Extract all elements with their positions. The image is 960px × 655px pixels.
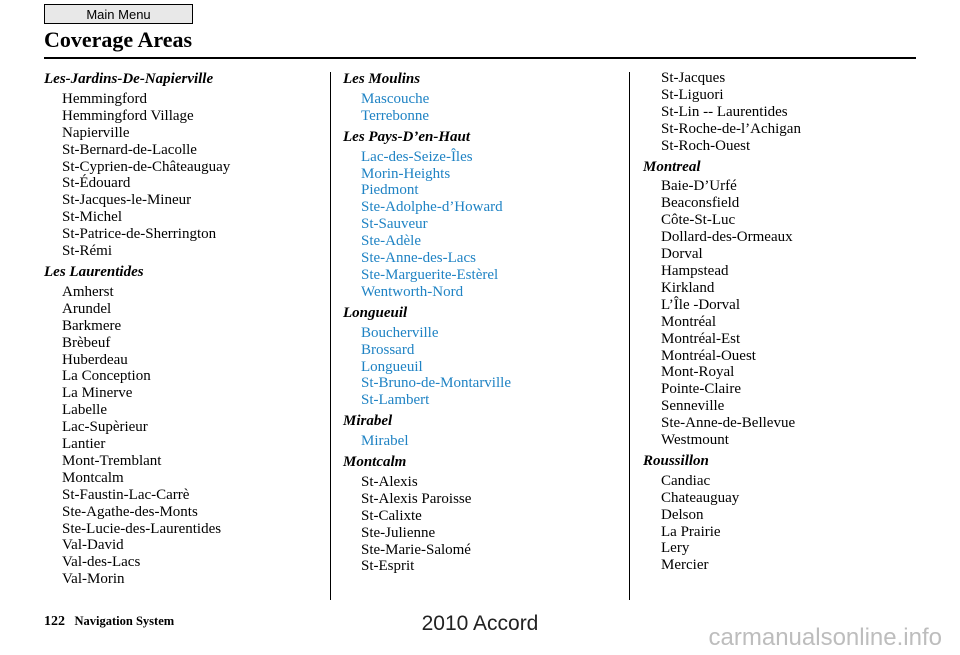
municipality-item: St-Alexis [361,473,418,490]
municipality-item: St-Jacques [661,70,726,86]
municipality-item: Val-David [62,537,124,554]
region-group [343,454,623,575]
region-title: Les Moulins [343,71,421,87]
municipality-link[interactable]: St-Lambert [361,392,430,409]
region-group [643,453,923,574]
municipality-item: St-Michel [62,209,122,226]
municipality-link[interactable]: Boucherville [361,324,439,341]
municipality-item: La Prairie [661,523,721,540]
page-title: Coverage Areas [44,27,193,52]
municipality-item: St-Lin -- Laurentides [661,103,788,120]
region-group [44,264,324,588]
region-title: Les Pays-D’en-Haut [343,128,471,145]
municipality-item: Pointe-Claire [661,381,741,398]
region-group [44,71,324,260]
municipality-item: Baie-D’Urfé [661,178,737,195]
municipality-link[interactable]: St-Sauveur [361,216,428,233]
municipality-item: Montréal [661,313,716,330]
municipality-item: Montcalm [62,469,124,486]
municipality-link[interactable]: Longueuil [361,358,423,375]
column-1 [44,70,324,592]
municipality-link[interactable]: Ste-Adolphe-d’Howard [361,199,503,216]
municipality-item: Beaconsfield [661,195,740,212]
column-2 [343,70,623,579]
municipality-item: Senneville [661,398,725,415]
region-group [343,129,623,301]
region-group [343,71,623,125]
municipality-item: Val-des-Lacs [62,554,141,571]
municipality-item: Ste-Anne-de-Bellevue [661,415,796,432]
region-group [643,159,923,449]
municipality-item: St-Rémi [62,243,113,260]
municipality-item: Lantier [62,436,106,453]
municipality-item: La Conception [62,368,151,385]
column-divider-2 [629,72,630,600]
municipality-item: St-Cyprien-de-Châteauguay [62,158,231,175]
municipality-item: Barkmere [62,317,122,334]
municipality-item: Amherst [62,283,114,300]
municipality-item: St-Roche-de-l’Achigan [661,120,801,137]
municipality-item: St-Patrice-de-Sherrington [62,226,217,243]
municipality-item: Mercier [661,557,709,574]
region-title: Montreal [643,158,701,175]
municipality-item: St-Esprit [361,558,415,575]
municipality-item: Hemmingford [62,90,147,107]
municipality-item: Kirkland [661,279,715,296]
municipality-item: Ste-Lucie-des-Laurentides [62,520,222,537]
municipality-item: Chateauguay [661,489,740,506]
column-3 [643,70,923,578]
model-watermark: 2010 Accord [421,612,539,635]
municipality-item: St-Roch-Ouest [661,137,751,154]
region-group [343,413,623,450]
municipality-item: St-Alexis Paroisse [361,490,472,507]
municipality-link[interactable]: Ste-Anne-des-Lacs [361,250,476,267]
municipality-item: St-Calixte [361,507,422,524]
municipality-item: St-Édouard [62,175,131,192]
municipality-item: Hemmingford Village [62,107,194,124]
municipality-item: St-Faustin-Lac-Carrè [62,486,190,503]
municipality-link[interactable]: Piedmont [361,182,419,199]
municipality-link[interactable]: Ste-Adèle [361,233,421,250]
region-group [643,70,923,155]
municipality-link[interactable]: Mascouche [361,90,430,107]
main-menu-button[interactable]: Main Menu [44,4,193,24]
municipality-link[interactable]: Ste-Marguerite-Estèrel [361,266,499,283]
municipality-item: Delson [661,506,704,523]
municipality-link[interactable]: St-Bruno-de-Montarville [361,375,511,392]
municipality-item: Hampstead [661,262,729,279]
municipality-link[interactable]: Brossard [361,341,415,358]
region-title: Longueuil [343,304,408,321]
municipality-link[interactable]: Morin-Heights [361,165,451,182]
municipality-item: Val-Morin [62,571,125,588]
municipality-item: Labelle [62,402,107,419]
municipality-item: Westmount [661,432,729,449]
municipality-link[interactable]: Terrebonne [361,107,430,124]
municipality-item: Mont-Royal [661,364,735,381]
municipality-item: L’Île -Dorval [661,296,740,313]
municipality-item: Montréal-Est [661,330,741,347]
municipality-link[interactable]: Wentworth-Nord [361,283,464,300]
municipality-item: Arundel [62,300,112,317]
municipality-item: Ste-Agathe-des-Monts [62,503,198,520]
region-title: Roussillon [643,452,709,469]
region-title: Montcalm [343,454,407,471]
region-title: Les Laurentides [44,263,144,280]
municipality-item: Dorval [661,246,703,263]
municipality-item: St-Jacques-le-Mineur [62,192,192,209]
municipality-item: St-Liguori [661,86,724,103]
municipality-item: Napierville [62,124,130,141]
municipality-item: Huberdeau [62,351,128,368]
municipality-item: La Minerve [62,385,133,402]
region-title: Mirabel [343,413,393,430]
municipality-item: Ste-Marie-Salomé [361,541,471,558]
municipality-item: Brèbeuf [62,334,111,351]
municipality-item: Dollard-des-Ormeaux [661,229,793,246]
title-rule [44,57,916,59]
municipality-item: Montréal-Ouest [661,347,756,364]
municipality-item: Ste-Julienne [361,524,436,541]
municipality-item: Candiac [661,472,711,489]
column-divider-1 [330,72,331,600]
municipality-item: St-Bernard-de-Lacolle [62,141,197,158]
municipality-link[interactable]: Lac-des-Seize-Îles [361,148,473,165]
section-name: Navigation System [74,614,175,628]
municipality-link[interactable]: Mirabel [361,433,409,450]
page-number: 122 [44,614,65,629]
site-watermark: carmanualsonline.info [708,624,942,651]
municipality-item: Mont-Tremblant [62,452,162,469]
municipality-item: Lery [661,540,690,557]
region-title: Les-Jardins-De-Napierville [44,71,214,87]
region-group [343,305,623,409]
municipality-item: Lac-Supèrieur [62,419,148,436]
municipality-item: Côte-St-Luc [661,212,736,229]
